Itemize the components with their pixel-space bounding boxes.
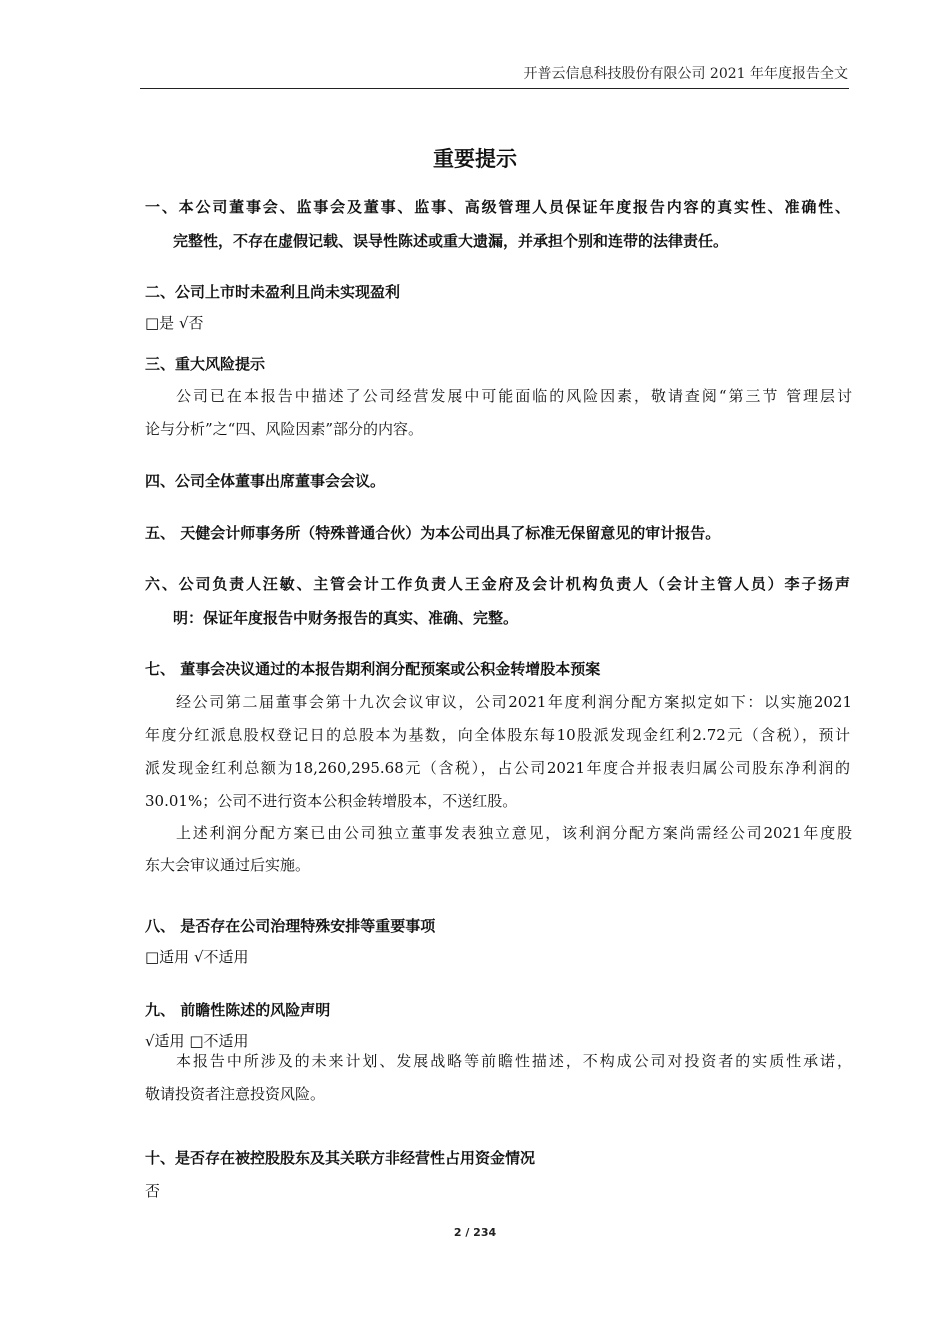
section-9-line-1: 本报告中所涉及的未来计划、发展战略等前瞻性描述，不构成公司对投资者的实质性承诺，: [176, 1052, 852, 1070]
header-divider: [140, 88, 849, 89]
section-3-heading: 三、重大风险提示: [145, 355, 266, 373]
report-header: 开普云信息科技股份有限公司 2021 年年度报告全文: [523, 66, 848, 82]
section-9-heading: 九、 前瞻性陈述的风险声明: [145, 1001, 331, 1019]
section-7-heading: 七、 董事会决议通过的本报告期利润分配预案或公积金转增股本预案: [145, 660, 601, 678]
section-7-p1-line-3: 派发现金红利总额为18,260,295.68元（含税），占公司2021年度合并报表归属公司股东净利润的: [145, 759, 850, 777]
section-6-line-1: 六、公司负责人汪敏、主管会计工作负责人王金府及会计机构负责人（会计主管人员）李子扬声: [145, 575, 850, 593]
section-7-p1-line-1: 经公司第二届董事会第十九次会议审议，公司2021年度利润分配方案拟定如下：以实施2021: [176, 693, 852, 711]
section-8-answer: □适用 √不适用: [145, 948, 249, 966]
section-2-answer: □是 √否: [145, 314, 204, 332]
section-8-heading: 八、 是否存在公司治理特殊安排等重要事项: [145, 917, 436, 935]
section-3-line-2: 论与分析”之“四、风险因素”部分的内容。: [145, 420, 424, 438]
section-9-line-2: 敬请投资者注意投资风险。: [145, 1085, 326, 1103]
section-7-p1-line-4: 30.01%；公司不进行资本公积金转增股本，不送红股。: [145, 792, 518, 810]
section-9-answer: √适用 □不适用: [145, 1032, 249, 1050]
section-3-line-1: 公司已在本报告中描述了公司经营发展中可能面临的风险因素，敬请查阅“第三节 管理层讨: [176, 387, 852, 405]
section-2-heading: 二、公司上市时未盈利且尚未实现盈利: [145, 283, 401, 301]
page-number: 2 / 234: [453, 1226, 497, 1239]
section-10-heading: 十、是否存在被控股股东及其关联方非经营性占用资金情况: [145, 1149, 536, 1167]
section-1-line-2: 完整性，不存在虚假记载、误导性陈述或重大遗漏，并承担个别和连带的法律责任。: [173, 232, 729, 250]
section-4-heading: 四、公司全体董事出席董事会会议。: [145, 472, 386, 490]
section-7-p1-line-2: 年度分红派息股权登记日的总股本为基数，向全体股东每10股派发现金红利2.72元（含税），预计: [145, 726, 850, 744]
section-7-p2-line-2: 东大会审议通过后实施。: [145, 856, 311, 874]
section-6-line-2: 明：保证年度报告中财务报告的真实、准确、完整。: [173, 609, 519, 627]
section-5-heading: 五、 天健会计师事务所（特殊普通合伙）为本公司出具了标准无保留意见的审计报告。: [145, 524, 721, 542]
section-7-p2-line-1: 上述利润分配方案已由公司独立董事发表独立意见，该利润分配方案尚需经公司2021年度股: [176, 824, 852, 842]
section-10-answer: 否: [145, 1182, 161, 1200]
page-title: 重要提示: [433, 147, 517, 171]
section-1-line-1: 一、本公司董事会、监事会及董事、监事、高级管理人员保证年度报告内容的真实性、准确性、: [145, 198, 850, 216]
